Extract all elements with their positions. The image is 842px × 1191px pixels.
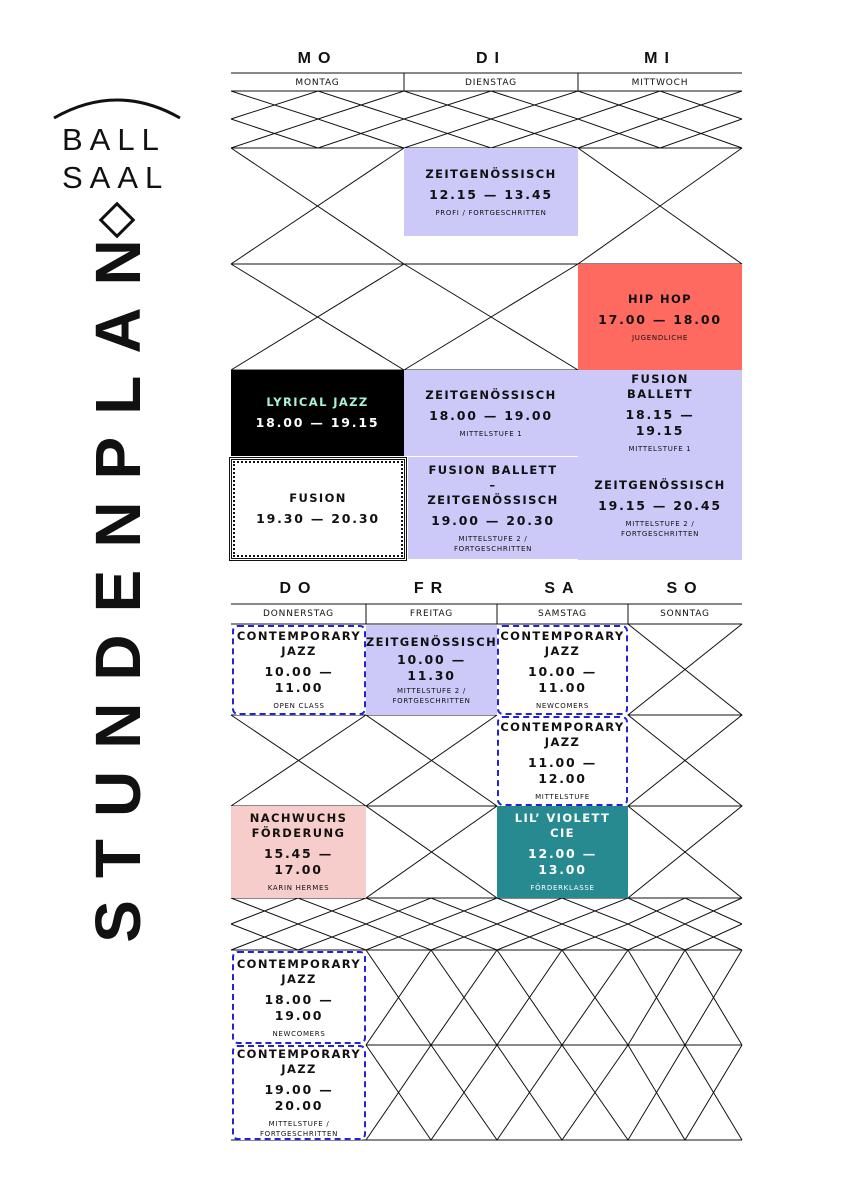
day-abbr-sa: SA bbox=[544, 580, 581, 597]
class-di-zeitgenoessisch-1[interactable] bbox=[404, 148, 578, 236]
class-level: MITTELSTUFE 1 bbox=[459, 429, 523, 438]
class-name: LIL’ VIOLETT CIE bbox=[514, 811, 611, 840]
logo-line-2: SAAL bbox=[62, 160, 170, 195]
class-time: 18.00 — 19.00 bbox=[264, 991, 334, 1023]
class-di-zeitgenoessisch-2[interactable] bbox=[404, 370, 578, 456]
class-time: 18.00 — 19.00 bbox=[429, 407, 553, 423]
class-level: JUGENDLICHE bbox=[632, 333, 688, 342]
class-time: 11.00 — 12.00 bbox=[528, 755, 597, 786]
day-full-di: DIENSTAG bbox=[465, 78, 517, 88]
class-time: 18.00 — 19.15 bbox=[255, 415, 380, 430]
class-mi-zeitgenoessisch[interactable] bbox=[578, 456, 742, 560]
class-name: FUSION BALLETT – ZEITGENÖSSISCH bbox=[427, 462, 559, 507]
day-abbr-so: SO bbox=[666, 580, 704, 597]
class-mo-lyrical-jazz[interactable] bbox=[231, 370, 404, 456]
class-level: FÖRDERKLASSE bbox=[530, 884, 595, 892]
class-name: CONTEMPORARY JAZZ bbox=[236, 629, 362, 658]
class-level: PROFI / FORTGESCHRITTEN bbox=[435, 208, 547, 217]
logo-arc-icon bbox=[50, 92, 185, 122]
class-name: CONTEMPORARY JAZZ bbox=[236, 956, 362, 986]
class-name: FUSION BALLETT bbox=[627, 372, 693, 401]
page-title: STUNDENPLAN bbox=[82, 217, 154, 943]
class-level: MITTELSTUFE 2 / FORTGESCHRITTEN bbox=[392, 686, 471, 705]
day-full-sa: SAMSTAG bbox=[538, 609, 587, 619]
class-mi-hiphop[interactable] bbox=[578, 264, 742, 370]
class-time: 18.15 — 19.15 bbox=[625, 407, 695, 438]
class-name: CONTEMPORARY JAZZ bbox=[500, 629, 625, 658]
class-level: MITTELSTUFE 2 / FORTGESCHRITTEN bbox=[453, 534, 533, 553]
class-level: OPEN CLASS bbox=[273, 702, 325, 710]
day-full-fr: FREITAG bbox=[409, 609, 454, 619]
class-do-contemporary-jazz-3[interactable] bbox=[232, 1045, 366, 1140]
class-time: 19.15 — 20.45 bbox=[598, 497, 722, 513]
day-abbr-do: DO bbox=[279, 580, 318, 597]
class-time: 12.00 — 13.00 bbox=[528, 846, 597, 877]
class-level: KARIN HERMES bbox=[267, 884, 330, 892]
class-level: MITTELSTUFE 2 / FORTGESCHRITTEN bbox=[620, 519, 700, 538]
day-abbr-di: DI bbox=[476, 50, 506, 67]
class-mi-fusion-ballett[interactable] bbox=[578, 370, 742, 456]
class-fr-zeitgenoessisch[interactable] bbox=[366, 625, 497, 715]
class-time: 17.00 — 18.00 bbox=[598, 311, 722, 327]
logo-line-1: BALL bbox=[62, 122, 166, 157]
class-name: FUSION bbox=[289, 491, 347, 505]
class-do-contemporary-jazz-2[interactable] bbox=[232, 951, 366, 1044]
class-sa-lil-violett-cie[interactable] bbox=[497, 806, 628, 898]
class-time: 19.30 — 20.30 bbox=[256, 511, 380, 526]
class-do-nachwuchs-foerderung[interactable] bbox=[231, 806, 366, 898]
class-sa-contemporary-jazz-1[interactable] bbox=[497, 625, 628, 715]
class-name: ZEITGENÖSSISCH bbox=[425, 387, 557, 402]
day-abbr-mi: MI bbox=[644, 50, 676, 67]
class-time: 10.00 — 11.30 bbox=[397, 651, 466, 683]
class-time: 19.00 — 20.30 bbox=[431, 512, 555, 528]
class-di-fusion-ballett-zeitgenoessisch[interactable] bbox=[408, 457, 578, 559]
day-full-do: DONNERSTAG bbox=[263, 609, 334, 619]
day-full-mi: MITTWOCH bbox=[631, 78, 689, 88]
class-name: ZEITGENÖSSISCH bbox=[425, 166, 557, 181]
class-name: CONTEMPORARY JAZZ bbox=[500, 720, 625, 749]
class-name: ZEITGENÖSSISCH bbox=[365, 634, 498, 649]
class-time: 10.00 — 11.00 bbox=[264, 664, 334, 695]
class-sa-contemporary-jazz-2[interactable] bbox=[497, 716, 628, 806]
class-time: 12.15 — 13.45 bbox=[429, 186, 553, 202]
class-name: LYRICAL JAZZ bbox=[266, 395, 369, 409]
class-name: ZEITGENÖSSISCH bbox=[594, 477, 726, 492]
class-do-contemporary-jazz-1[interactable] bbox=[232, 625, 366, 715]
class-level: MITTELSTUFE / FORTGESCHRITTEN bbox=[259, 1119, 339, 1138]
class-name: HIP HOP bbox=[628, 291, 692, 306]
day-full-so: SONNTAG bbox=[660, 609, 710, 619]
class-name: CONTEMPORARY JAZZ bbox=[236, 1046, 362, 1076]
class-level: MITTELSTUFE 1 bbox=[628, 445, 692, 453]
class-mo-fusion[interactable] bbox=[229, 457, 407, 561]
day-abbr-fr: FR bbox=[413, 580, 450, 597]
class-time: 10.00 — 11.00 bbox=[528, 664, 597, 695]
class-level: NEWCOMERS bbox=[535, 702, 590, 710]
day-abbr-mo: MO bbox=[297, 50, 338, 67]
day-full-mo: MONTAG bbox=[295, 78, 340, 88]
class-time: 15.45 — 17.00 bbox=[264, 846, 333, 877]
class-level: MITTELSTUFE bbox=[535, 793, 590, 801]
class-level: NEWCOMERS bbox=[272, 1029, 326, 1038]
class-time: 19.00 — 20.00 bbox=[264, 1081, 334, 1113]
class-name: NACHWUCHS FÖRDERUNG bbox=[249, 811, 348, 840]
